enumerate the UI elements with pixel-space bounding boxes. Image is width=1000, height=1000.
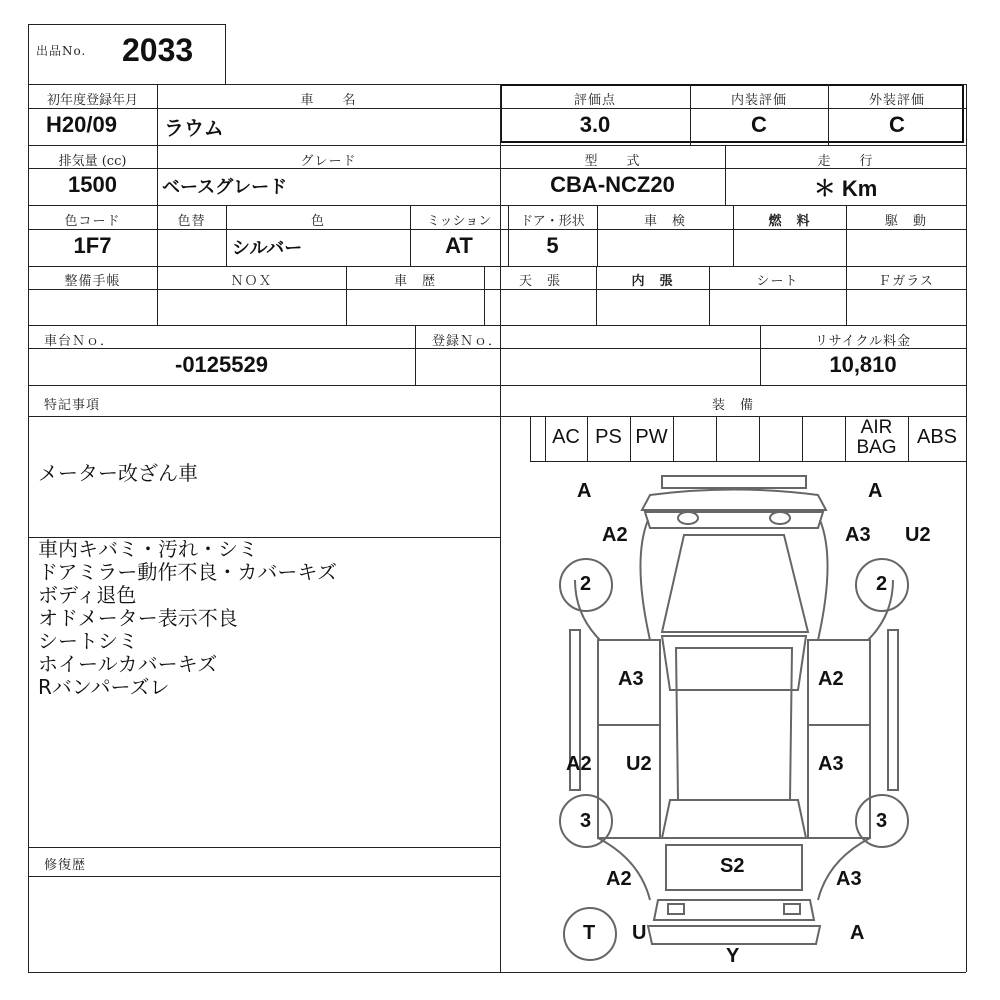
mark-trunk: S2: [720, 855, 745, 877]
color-change-label: 色替: [177, 214, 206, 229]
color-value: シルバー: [232, 238, 303, 259]
history-label: 車 歴: [393, 274, 436, 289]
remarks-label: 特記事項: [44, 398, 101, 413]
equipment-ps: PS: [595, 426, 622, 448]
remark-line: Rバンパーズレ: [38, 675, 170, 699]
grade-label: グレード: [300, 154, 357, 169]
equipment-ac: AC: [552, 426, 580, 448]
mark-door-fr: A2: [818, 668, 844, 690]
front-grille-outline: [642, 490, 826, 511]
equipment-abs: ABS: [916, 426, 958, 448]
rear-window-outline: [662, 800, 806, 838]
mission-label: ミッション: [426, 214, 492, 229]
mark-door-rl: A2: [566, 753, 592, 775]
tail-light-right: [784, 904, 800, 914]
seat-label: シート: [756, 274, 799, 289]
headlight-left: [678, 512, 698, 524]
car-name-label: 車 名: [300, 93, 357, 108]
mark-rear-left: A2: [606, 868, 632, 890]
chassis-value: -0125529: [175, 352, 268, 377]
mirror-right: [888, 630, 898, 790]
model-label: 型 式: [584, 154, 641, 169]
registration-label: 登録Ｎｏ．: [432, 334, 503, 349]
mark-rear-bumper: Y: [726, 945, 740, 967]
exterior-value: C: [889, 112, 905, 137]
recycle-value: 10,810: [829, 352, 897, 377]
mark-front-left-corner: A: [577, 480, 592, 502]
first-reg-value: H20/09: [46, 112, 117, 137]
hood-outline: [662, 535, 808, 632]
score-label: 評価点: [573, 93, 616, 108]
remark-line: ボディ退色: [38, 583, 137, 607]
maintenance-label: 整備手帳: [64, 274, 121, 289]
mark-rear-bumper-left: U: [632, 922, 647, 944]
fuel-label: 燃 料: [768, 214, 811, 229]
car-name-value: ラウム: [164, 116, 224, 140]
mark-hood-right: A3: [845, 524, 871, 546]
mark-door-rl-2: U2: [626, 753, 652, 775]
door-type-value: 5: [546, 233, 559, 258]
airbag-line-1: AIR: [860, 417, 893, 438]
mark-tire-fl: 2: [580, 573, 592, 595]
mark-rear-bumper-right: A: [850, 922, 865, 944]
mark-door-fl: A3: [618, 668, 644, 690]
windshield-outline: [662, 636, 806, 690]
interior-label: 内装評価: [730, 93, 787, 108]
chassis-label: 車台Ｎｏ．: [44, 334, 115, 349]
interior-roof-label: 内 張: [631, 274, 674, 289]
front-bumper-outline: [662, 476, 806, 488]
exterior-label: 外装評価: [868, 93, 925, 108]
inspection-label: 車 検: [643, 214, 686, 229]
mark-spare-tire: T: [583, 922, 596, 944]
front-lower-outline: [645, 512, 823, 528]
remarks-headline: メーター改ざん車: [38, 461, 198, 485]
nox-label: ＮＯＸ: [230, 274, 273, 289]
first-reg-label: 初年度登録年月: [46, 93, 138, 108]
drive-label: 駆 動: [884, 214, 927, 229]
color-label: 色: [310, 214, 325, 229]
lot-number: 2033: [122, 32, 194, 68]
mileage-label: 走 行: [817, 154, 874, 169]
mark-tire-fr: 2: [876, 573, 888, 595]
mark-door-rr: A3: [818, 753, 844, 775]
mark-tire-rr: 3: [876, 810, 888, 832]
mileage-value: ＊ Km: [813, 176, 878, 201]
headlight-right: [770, 512, 790, 524]
recycle-label: リサイクル料金: [814, 334, 912, 349]
mark-rear-right: A3: [836, 868, 862, 890]
lot-label: 出品No.: [36, 44, 87, 58]
displacement-label: 排気量 (cc): [58, 154, 127, 169]
f-glass-label: Ｆガラス: [878, 274, 934, 289]
sunroof-label: 天 張: [518, 274, 561, 289]
mark-hood-left: A2: [602, 524, 628, 546]
mark-tire-rl: 3: [580, 810, 592, 832]
score-value: 3.0: [579, 112, 611, 137]
model-value: CBA-NCZ20: [550, 172, 675, 197]
displacement-value: 1500: [68, 172, 117, 197]
mark-front-right-wheel: U2: [905, 524, 931, 546]
remark-line: オドメーター表示不良: [38, 606, 238, 630]
grade-value: ベースグレード: [162, 177, 288, 198]
rear-bumper-outline: [648, 926, 820, 944]
remark-line: 車内キバミ・汚れ・シミ: [38, 537, 258, 561]
remark-line: ドアミラー動作不良・カバーキズ: [38, 560, 337, 584]
color-code-value: 1F7: [73, 233, 112, 258]
remark-line: シートシミ: [38, 629, 138, 653]
equipment-pw: PW: [635, 426, 668, 448]
mission-value: AT: [445, 233, 473, 258]
door-type-label: ドア・形状: [520, 214, 585, 229]
tail-light-left: [668, 904, 684, 914]
airbag-line-2: BAG: [856, 437, 897, 458]
remark-line: ホイールカバーキズ: [38, 652, 218, 676]
mark-front-right-corner: A: [868, 480, 883, 502]
repair-label: 修復歴: [44, 858, 87, 873]
interior-value: C: [751, 112, 767, 137]
roof-outline: [676, 648, 792, 800]
equipment-label: 装 備: [711, 398, 754, 413]
color-code-label: 色コード: [64, 214, 121, 229]
